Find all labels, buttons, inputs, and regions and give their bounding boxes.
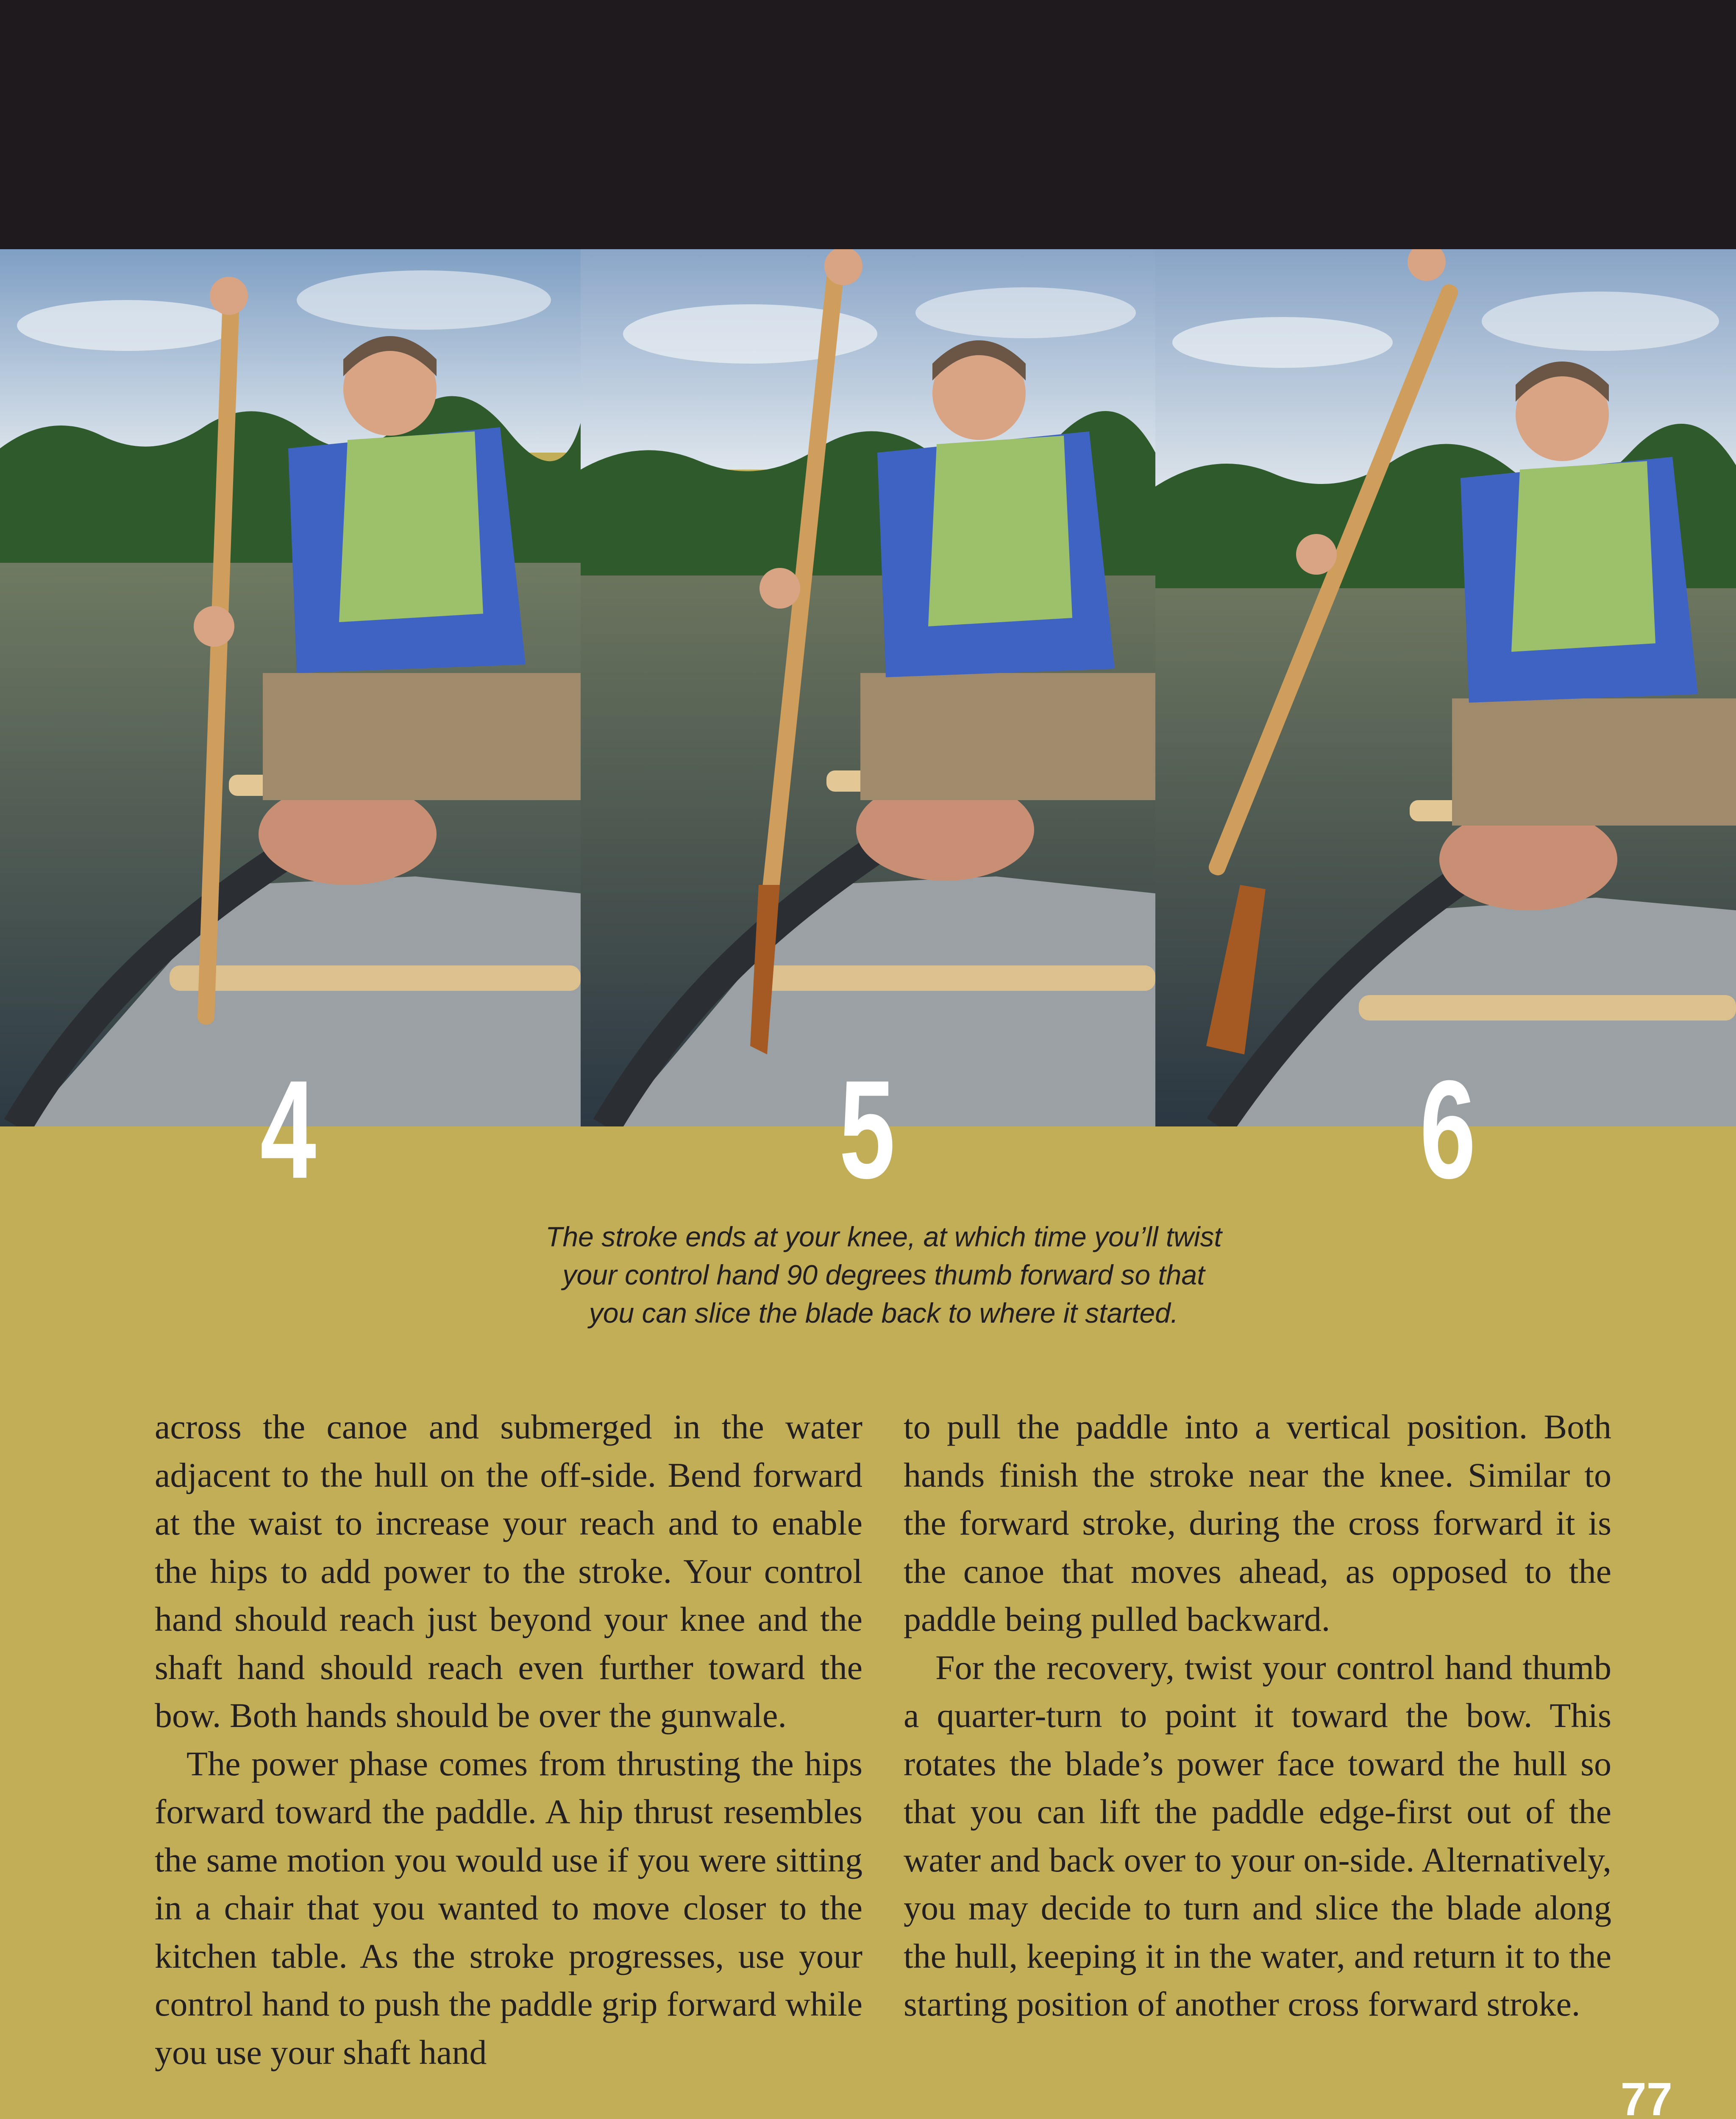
- top-band: [0, 0, 1736, 249]
- paragraph: to pull the paddle into a vertical position. Both hands finish the stroke near the knee. Similar to the forward stroke, during the cross forward it is the canoe that moves ahead, as opposed to the paddle being pulled backward.: [904, 1407, 1611, 1638]
- body-column-right: [904, 1403, 1611, 2028]
- paragraph: across the canoe and submerged in the water adjacent to the hull on the off-side. Bend forward at the waist to increase your reach and to enable the hips to add power to the stroke. Your control hand should reach just beyond your knee and the shaft hand should reach even further toward the bow. Both hands should be over the gunwale.: [155, 1407, 862, 1735]
- canoe-paddler-photo: [0, 249, 581, 1126]
- step-number-4: 4: [260, 1051, 317, 1207]
- paragraph: For the recovery, twist your control hand thumb a quarter-turn to point it toward the bow. This rotates the blade’s power face toward the hull so that you can lift the paddle edge-first out of the water and back over to your on-side. Alternatively, you may decide to turn and slice the blade along the hull, keeping it in the water, and return it to the starting position of another cross forward stroke.: [904, 1648, 1611, 2023]
- caption-line: your control hand 90 degrees thumb forward so that: [562, 1259, 1205, 1290]
- paragraph: The power phase comes from thrusting the hips forward toward the paddle. A hip thrust resembles the same motion you would use if you were sitting in a chair that you wanted to move closer to the kitchen table. As the stroke progresses, use your control hand to push the paddle grip forward while you use your shaft hand: [155, 1744, 862, 2072]
- canoe-paddler-photo: [581, 249, 1155, 1126]
- caption-line: you can slice the blade back to where it started.: [589, 1297, 1179, 1329]
- photo-step-5: [581, 249, 1155, 1126]
- page-number: 77: [1620, 2073, 1672, 2119]
- photo-strip: [0, 249, 1736, 1126]
- step-number-5: 5: [839, 1051, 896, 1207]
- canoe-paddler-photo: [1155, 249, 1736, 1126]
- photo-caption: [424, 1218, 1344, 1332]
- caption-line: The stroke ends at your knee, at which time you’ll twist: [545, 1221, 1222, 1252]
- photo-step-4: [0, 249, 581, 1126]
- step-number-6: 6: [1419, 1051, 1476, 1207]
- photo-step-6: [1155, 249, 1736, 1126]
- body-column-left: [155, 1403, 862, 2076]
